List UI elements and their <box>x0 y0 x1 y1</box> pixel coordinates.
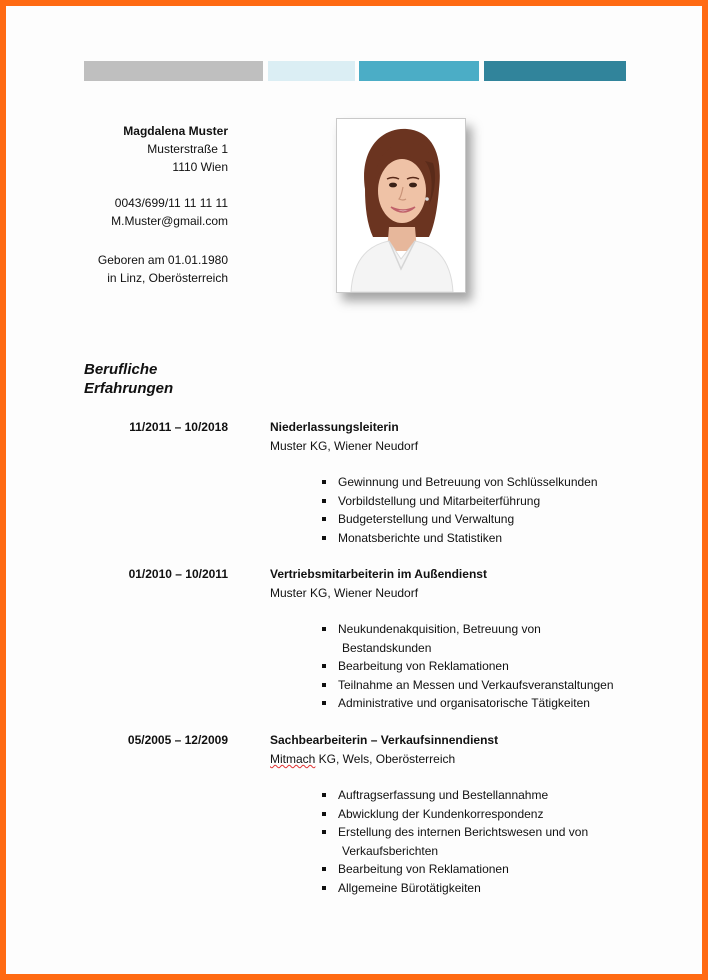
birth-block <box>66 251 228 287</box>
list-item <box>316 823 646 860</box>
job-company <box>270 750 455 768</box>
contact-details <box>66 194 228 230</box>
job-company: Muster KG, Wiener Neudorf <box>270 439 419 453</box>
bullet-icon <box>322 627 326 631</box>
contact-street: Musterstraße 1 <box>147 142 228 156</box>
bullet-icon <box>322 867 326 871</box>
contact-phone: 0043/699/11 11 11 11 <box>114 196 228 210</box>
job-dates: 11/2011 – 10/2018 <box>129 420 228 434</box>
header-bar-lightblue <box>268 61 355 81</box>
duty-text: Allgemeine Bürotätigkeiten <box>338 880 481 895</box>
list-item <box>316 879 646 898</box>
duty-text: Administrative und organisatorische Tätigkeiten <box>338 696 590 710</box>
list-item <box>316 510 646 529</box>
profile-photo <box>336 118 466 293</box>
bullet-icon <box>322 701 326 705</box>
list-item <box>316 492 646 511</box>
duty-text: Bearbeitung von Reklamationen <box>338 659 509 673</box>
cv-page <box>6 6 702 974</box>
duty-text: Budgeterstellung und Verwaltung <box>338 512 515 526</box>
list-item <box>316 860 646 879</box>
job-title: Niederlassungsleiterin <box>270 420 399 434</box>
duty-text: Erstellung des internen Berichtswesen und von <box>338 825 589 839</box>
job-title: Sachbearbeiterin – Verkaufsinnendienst <box>270 733 499 747</box>
job-duties <box>316 786 646 897</box>
bullet-icon <box>322 683 326 687</box>
bullet-icon <box>322 664 326 668</box>
list-item <box>316 786 646 805</box>
header-bar-teal <box>359 61 479 81</box>
bullet-icon <box>322 499 326 503</box>
list-item <box>316 529 646 548</box>
contact-name: Magdalena Muster <box>123 124 228 138</box>
bullet-icon <box>322 830 326 834</box>
bullet-icon <box>322 517 326 521</box>
bullet-icon <box>322 480 326 484</box>
job-company: Muster KG, Wiener Neudorf <box>270 586 419 600</box>
list-item <box>316 805 646 824</box>
list-item <box>316 473 646 492</box>
duty-text: Bearbeitung von Reklamationen <box>338 862 509 876</box>
duty-text: Neukundenakquisition, Betreuung von <box>338 622 541 636</box>
job-duties <box>316 620 646 713</box>
portrait-image <box>337 119 465 292</box>
section-title-line1: Berufliche <box>84 361 158 378</box>
duty-text: Gewinnung und Betreuung von Schlüsselkunden <box>338 475 598 489</box>
list-item <box>316 694 646 713</box>
contact-email: M.Muster@gmail.com <box>111 214 228 228</box>
list-item <box>316 620 646 657</box>
bullet-icon <box>322 886 326 890</box>
duty-text: Teilnahme an Messen und Verkaufsveranstaltungen <box>338 677 614 692</box>
birth-date: Geboren am 01.01.1980 <box>97 253 228 267</box>
bullet-icon <box>322 793 326 797</box>
duty-text: Vorbildstellung und Mitarbeiterführung <box>338 493 541 508</box>
duty-text-continued: Verkaufsberichten <box>342 843 439 858</box>
company-location: KG, Wels, Oberösterreich <box>315 752 456 766</box>
duty-text-continued: Bestandskunden <box>342 640 432 655</box>
job-title: Vertriebsmitarbeiterin im Außendienst <box>270 567 487 581</box>
job-duties <box>316 473 646 547</box>
list-item <box>316 676 646 695</box>
job-dates: 01/2010 – 10/2011 <box>128 567 228 581</box>
bullet-icon <box>322 812 326 816</box>
duty-text: Auftragserfassung und Bestellannahme <box>338 788 549 802</box>
header-bar-darkteal <box>484 61 626 81</box>
job-dates: 05/2005 – 12/2009 <box>127 733 228 747</box>
company-name-spellcheck: Mitmach <box>270 752 316 766</box>
section-title-experience <box>84 360 244 398</box>
contact-block <box>66 122 228 176</box>
birth-place: in Linz, Oberösterreich <box>107 271 228 285</box>
bullet-icon <box>322 536 326 540</box>
duty-text: Monatsberichte und Statistiken <box>338 530 503 545</box>
header-bar-grey <box>84 61 263 81</box>
contact-city: 1110 Wien <box>172 160 228 174</box>
list-item <box>316 657 646 676</box>
section-title-line2: Erfahrungen <box>84 380 174 397</box>
duty-text: Abwicklung der Kundenkorrespondenz <box>338 806 544 821</box>
